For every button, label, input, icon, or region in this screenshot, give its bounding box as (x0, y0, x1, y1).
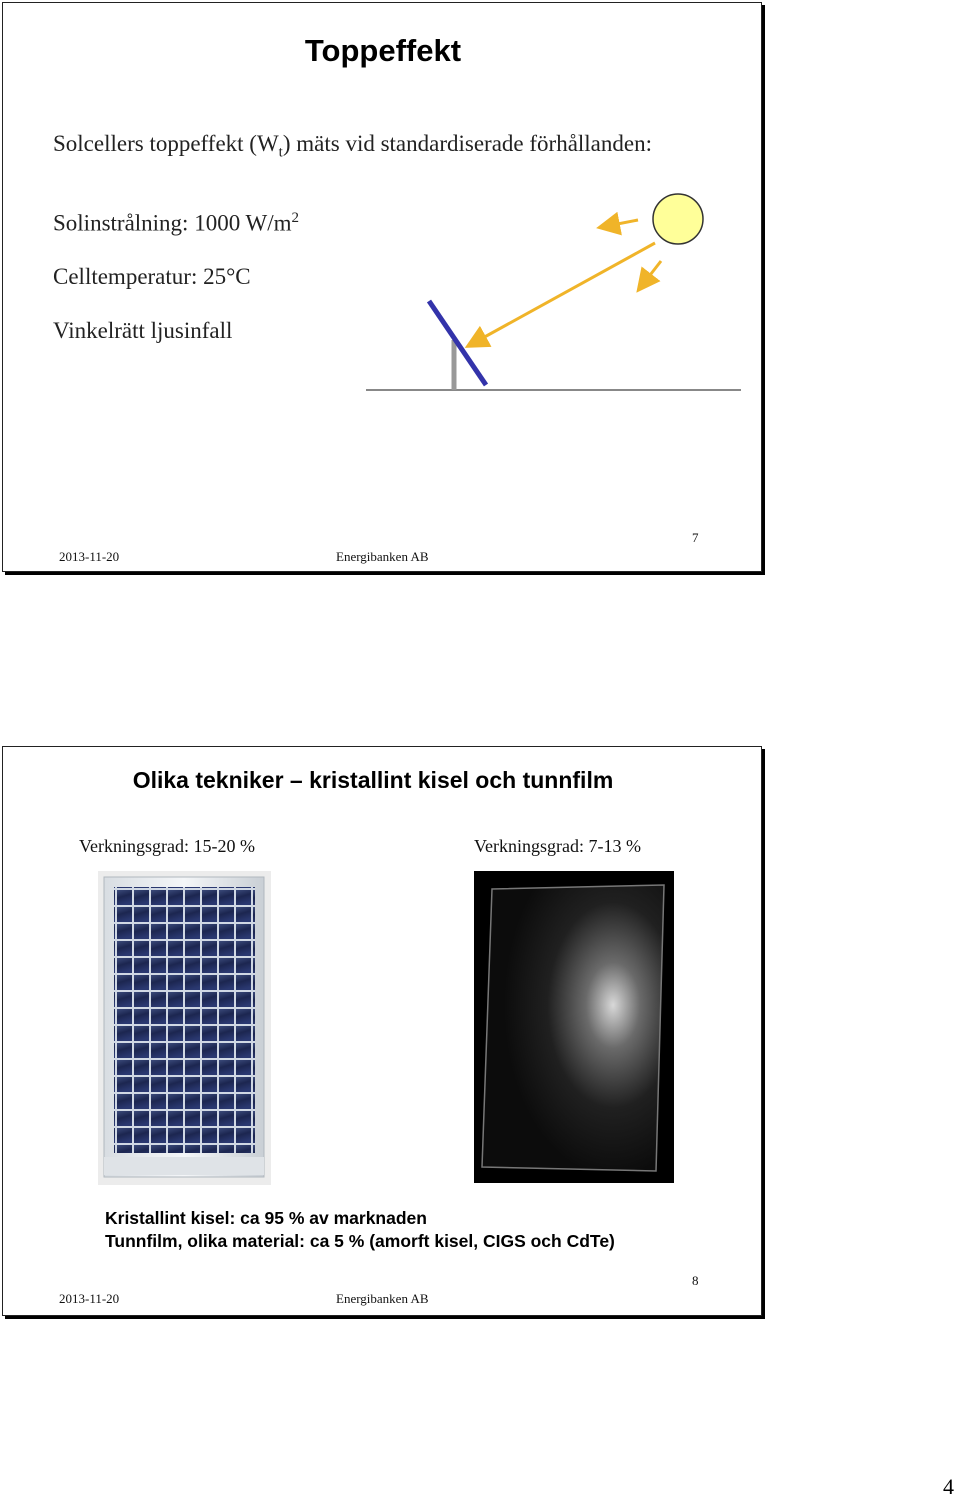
slide-page-number: 8 (692, 1273, 699, 1288)
summary-crystalline: Kristallint kisel: ca 95 % av marknaden (105, 1208, 427, 1228)
footer-organization: Energibanken AB (336, 549, 429, 564)
sun-icon (653, 194, 703, 244)
sun-ray-main (470, 243, 655, 345)
crystalline-panel-image (98, 871, 271, 1185)
slide-tekniker (2, 746, 762, 1316)
solar-panel (429, 301, 486, 385)
temperature-text: Celltemperatur: 25°C (53, 264, 251, 289)
slide-page-number: 7 (692, 530, 699, 545)
market-share-summary (105, 1207, 615, 1253)
sun-ray-left (602, 220, 638, 227)
footer-date: 2013-11-20 (59, 1291, 120, 1306)
slide-title: Toppeffekt (304, 33, 462, 68)
efficiency-thinfilm: Verkningsgrad: 7-13 % (474, 836, 641, 856)
solar-incidence-diagram (358, 183, 748, 398)
efficiency-crystalline: Verkningsgrad: 15-20 % (79, 836, 255, 856)
slide-toppeffekt (2, 2, 762, 572)
sun-ray-down (640, 261, 661, 288)
slide-title: Olika tekniker – kristallint kisel och tunnfilm (132, 767, 614, 793)
irradiance-text: Solinstrålning: 1000 $W/m^2$ (53, 210, 300, 236)
intro-text: Solcellers toppeffekt $(W_t)$ mäts vid standardiserade förhållanden: (53, 131, 652, 161)
document-page-number: 4 (943, 1474, 954, 1499)
thinfilm-panel-image (474, 871, 674, 1183)
footer-date: 2013-11-20 (59, 549, 120, 564)
footer-organization: Energibanken AB (336, 1291, 429, 1306)
summary-thinfilm: Tunnfilm, olika material: ca 5 % (amorft kisel, CIGS och CdTe) (105, 1231, 615, 1251)
incidence-text: Vinkelrätt ljusinfall (53, 318, 233, 343)
